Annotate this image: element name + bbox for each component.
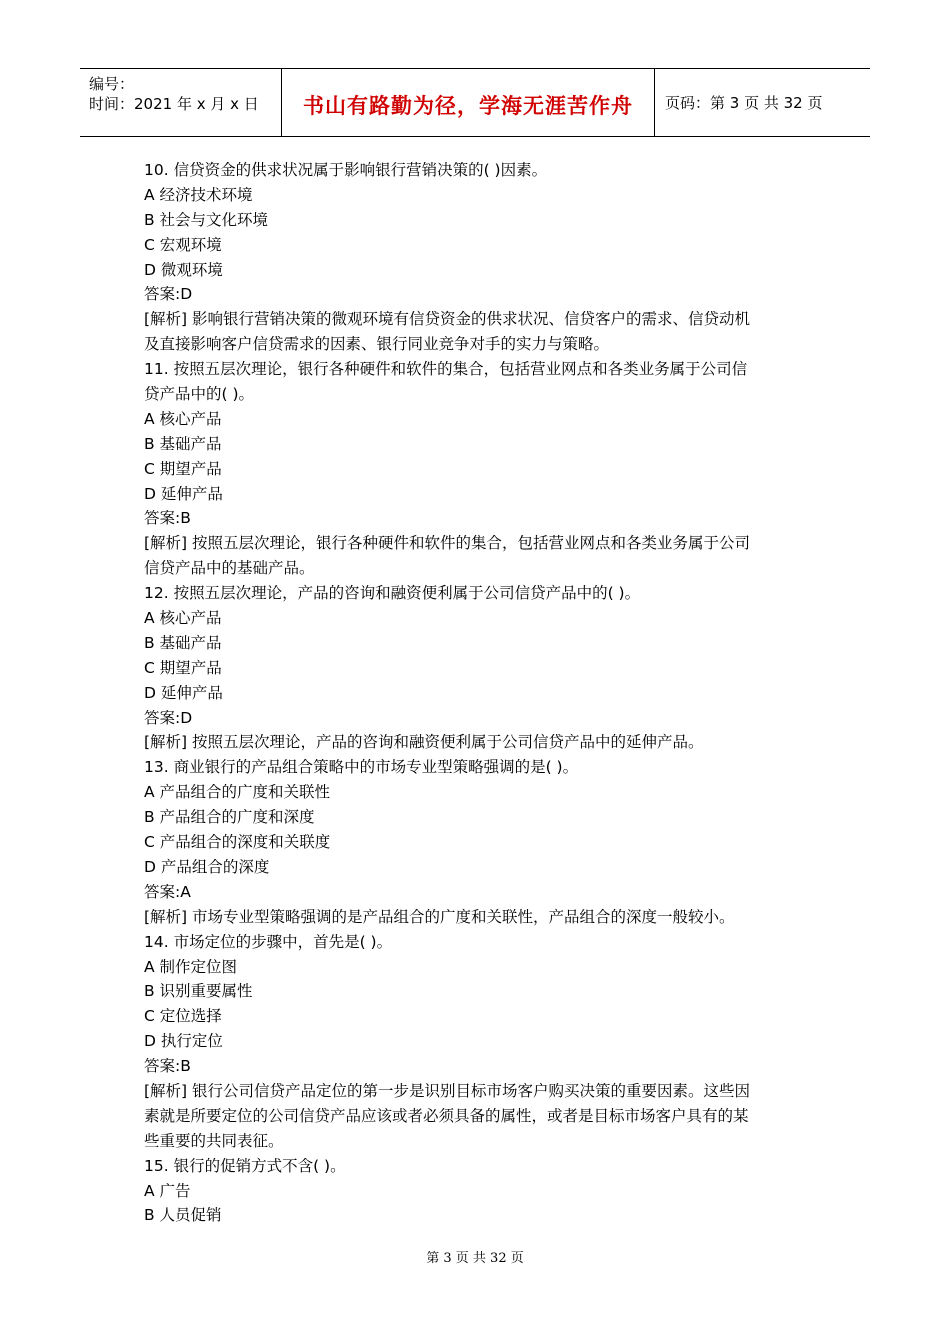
text-line: C 产品组合的深度和关联度 [144,833,331,852]
text-line: A 制作定位图 [144,957,238,976]
text-line: C 期望产品 [144,658,222,677]
text-line: 答案:D [144,285,193,304]
number-label: 编号： [89,75,135,93]
text-line: [解析] 按照五层次理论，银行各种硬件和软件的集合，包括营业网点和各类业务属于公司 [144,534,751,553]
text-line: 10. 信贷资金的供求状况属于影响银行营销决策的( )因素。 [144,161,548,179]
text-line: B 社会与文化环境 [144,210,269,229]
page-info: 页码：第 3 页 共 32 页 [665,94,823,112]
text-line: C 宏观环境 [144,235,222,254]
text-line: B 基础产品 [144,434,222,453]
text-line: D 产品组合的深度 [144,857,270,876]
header-meta-cell [80,69,282,136]
text-line: 答案:B [144,1057,191,1076]
text-line: 信贷产品中的基础产品。 [144,559,315,578]
text-line: 13. 商业银行的产品组合策略中的市场专业型策略强调的是( )。 [144,758,579,777]
text-line: [解析] 影响银行营销决策的微观环境有信贷资金的供求状况、信贷客户的需求、信贷动机 [144,310,751,329]
text-line: 贷产品中的( )。 [144,385,255,404]
text-line: 及直接影响客户信贷需求的因素、银行同业竞争对手的实力与策略。 [144,335,610,354]
text-line: A 经济技术环境 [144,185,253,204]
text-line: [解析] 市场专业型策略强调的是产品组合的广度和关联性，产品组合的深度一般较小。 [144,907,735,926]
text-line: B 识别重要属性 [144,982,253,1001]
text-line: B 人员促销 [144,1206,222,1225]
text-line: B 产品组合的广度和深度 [144,808,315,827]
text-line: D 执行定位 [144,1032,223,1051]
text-line: 答案:B [144,509,191,528]
page-header [80,68,870,137]
text-line: 素就是所要定位的公司信贷产品应该或者必须具备的属性，或者是目标市场客户具有的某 [144,1106,749,1125]
text-line: 15. 银行的促销方式不含( )。 [144,1156,346,1175]
text-line: A 核心产品 [144,409,222,428]
text-line: 14. 市场定位的步骤中，首先是( )。 [144,932,393,951]
header-page-cell [655,69,870,136]
text-line: A 核心产品 [144,609,222,628]
text-line: A 产品组合的广度和关联性 [144,783,331,802]
text-line: D 延伸产品 [144,484,223,503]
page-footer: 第 3 页 共 32 页 [426,1251,524,1266]
text-line: A 广告 [144,1181,191,1200]
header-motto-cell [282,69,655,136]
text-line: B 基础产品 [144,633,222,652]
time-label: 时间：2021 年 x 月 x 日 [89,95,259,113]
text-line: 答案:A [144,882,191,901]
text-line: C 期望产品 [144,459,222,478]
text-line: [解析] 银行公司信贷产品定位的第一步是识别目标市场客户购买决策的重要因素。这些因 [144,1081,751,1100]
text-line: 12. 按照五层次理论，产品的咨询和融资便利属于公司信贷产品中的( )。 [144,584,641,603]
text-line: [解析] 按照五层次理论，产品的咨询和融资便利属于公司信贷产品中的延伸产品。 [144,733,704,752]
text-line: 答案:D [144,708,193,727]
text-line: C 定位选择 [144,1007,222,1026]
text-line: 些重要的共同表征。 [144,1131,284,1150]
document-body [144,158,814,1228]
text-line: D 微观环境 [144,260,223,279]
text-line: 11. 按照五层次理论，银行各种硬件和软件的集合，包括营业网点和各类业务属于公司信 [144,360,748,379]
motto: 书山有路勤为径，学海无涯苦作舟 [303,94,633,118]
text-line: D 延伸产品 [144,683,223,702]
